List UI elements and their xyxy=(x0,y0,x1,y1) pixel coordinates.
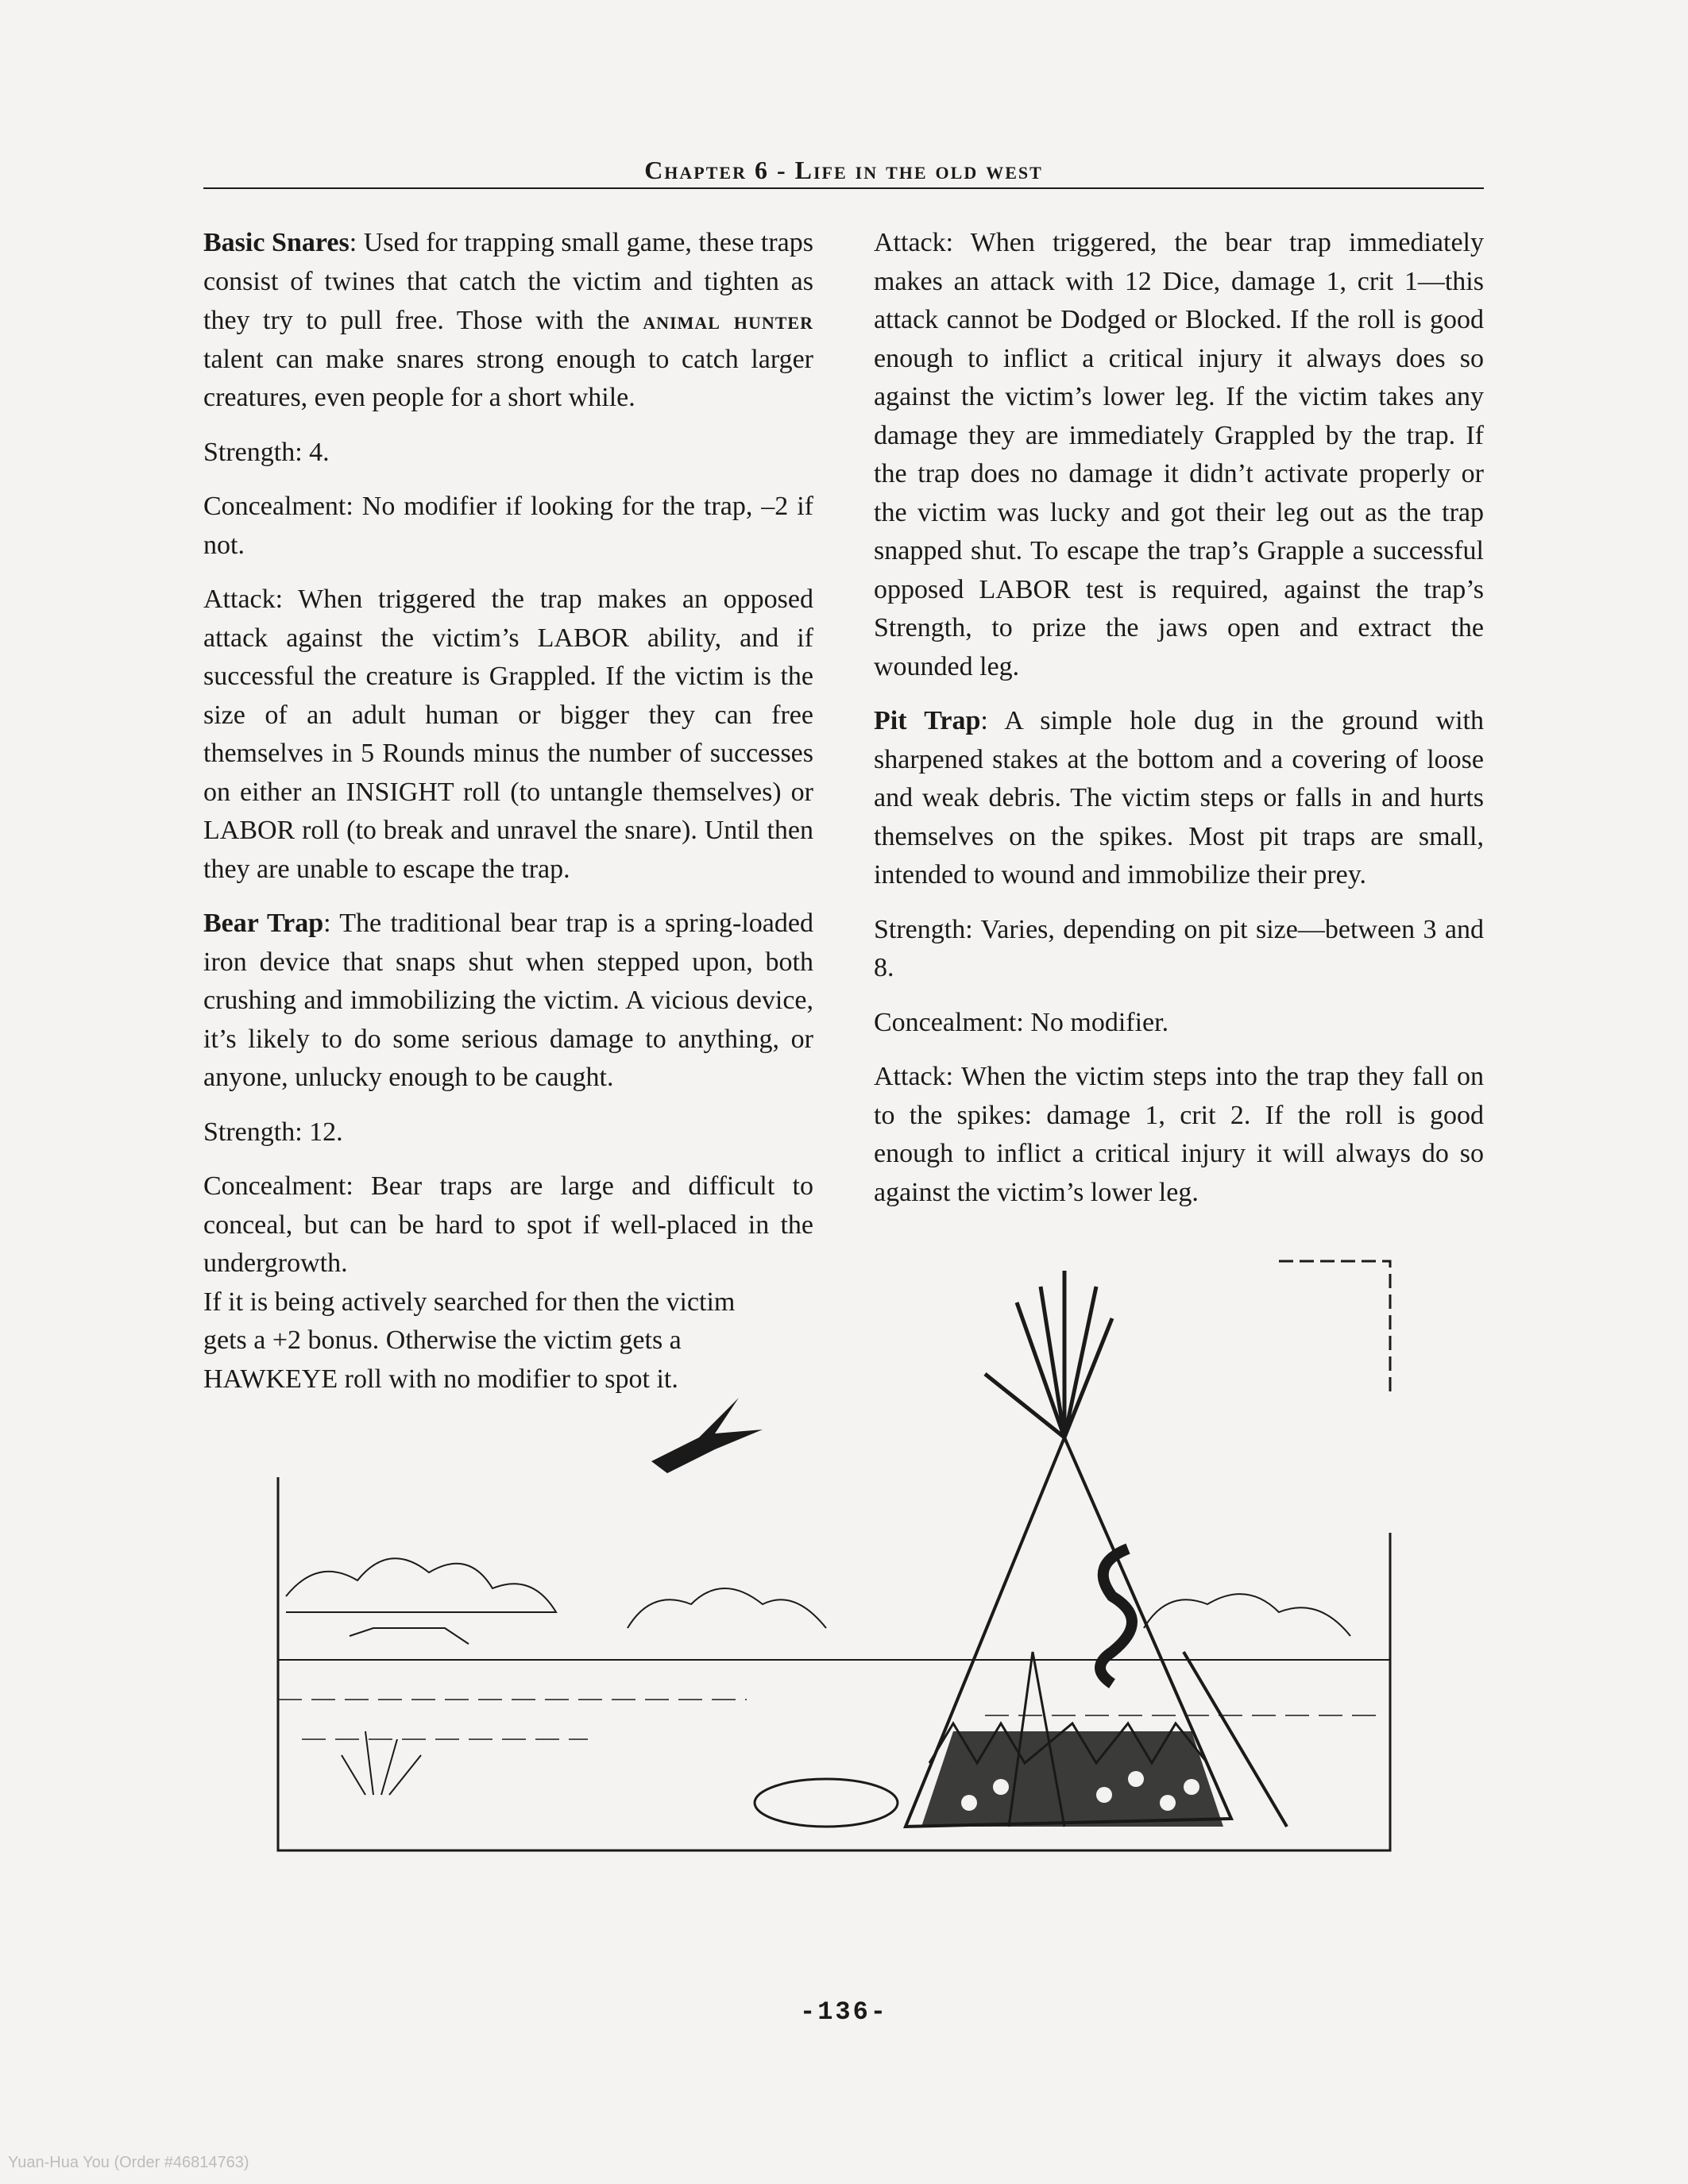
serpent-motif xyxy=(1100,1549,1132,1684)
pit-trap-title: Pit Trap xyxy=(874,706,981,735)
left-column xyxy=(203,224,813,1414)
pit-strength: Strength: Varies, depending on pit size—between 3 and 8. xyxy=(874,914,1484,982)
snares-strength: Strength: 4. xyxy=(203,437,330,467)
animal-hunter-talent: animal hunter xyxy=(643,306,813,334)
snares-attack: Attack: When triggered the trap makes an opposed attack against the victim’s LABOR ability, and if successful the creature is Grappled. If the victim is the size of an adult human or bigger they can free themselves in 5 Rounds minus the number of successes on either an INSIGHT roll (to untangle themselves) or LABOR roll (to break and unravel the snare). Until then they are unable to escape the trap. xyxy=(203,585,813,884)
bear-trap-paragraph xyxy=(203,905,813,1098)
pit-trap-paragraph xyxy=(874,702,1484,895)
bear-concealment-continued: If it is being actively searched for then the victim gets a +2 bonus. Otherwise the victim gets a HAWKEYE roll with no modifier to spot it. xyxy=(203,1287,736,1394)
basic-snares-text-1: : Used for trapping small game, these traps consist of twines that catch the victim and tighten as they try to pull free. Those with the xyxy=(203,228,813,335)
right-column xyxy=(874,224,1484,1228)
basic-snares-text-2: talent can make snares strong enough to catch larger creatures, even people for a short while. xyxy=(203,344,813,412)
bear-concealment-text-a: Concealment: Bear traps are large and difficult to conceal, but can be hard to spot if well-placed in the undergrowth. xyxy=(203,1171,813,1278)
chapter-header: Chapter 6 - Life in the old west xyxy=(644,156,1043,184)
tipi-poles xyxy=(985,1271,1112,1437)
cloud xyxy=(286,1558,556,1612)
basic-snares-paragraph xyxy=(203,224,813,418)
pit-attack: Attack: When the victim steps into the trap they fall on to the spikes: damage 1, crit 2. If the roll is good enough to inflict a critical injury it will always do so against the victim’s lower leg. xyxy=(874,1062,1484,1207)
pit-concealment: Concealment: No modifier. xyxy=(874,1007,1169,1037)
cloud xyxy=(628,1588,826,1628)
bear-strength: Strength: 12. xyxy=(203,1117,343,1147)
order-watermark: Yuan-Hua You (Order #46814763) xyxy=(8,2154,249,2171)
header-rule xyxy=(203,187,1484,189)
tipi-illustration xyxy=(270,1255,1414,1906)
bear-trap-text: : The traditional bear trap is a spring-loaded iron device that snaps shut when stepped upon, both crushing and immobilizing the victim. A vicious device, it’s likely to do some serious damage to anything, or anyone, unlucky enough to be caught. xyxy=(203,909,813,1092)
page-number: -136- xyxy=(799,1997,888,2027)
pit-trap-text: : A simple hole dug in the ground with sharpened stakes at the bottom and a covering of loose and weak debris. The victim steps or falls in and hurts themselves on the spikes. Most pit traps are small, intended to wound and immobilize their prey. xyxy=(874,706,1485,889)
illustration-frame xyxy=(278,1477,1390,1850)
basic-snares-title: Basic Snares xyxy=(203,228,350,257)
grass-tuft xyxy=(342,1731,421,1795)
illustration-frame-top xyxy=(1279,1261,1390,1398)
cloud xyxy=(1144,1594,1350,1636)
snares-concealment: Concealment: No modifier if looking for the trap, –2 if not. xyxy=(203,492,813,560)
bear-attack: Attack: When triggered, the bear trap immediately makes an attack with 12 Dice, damage 1, crit 1—this attack cannot be Dodged or Blocked. If the roll is good enough to inflict a critical injury it always does so against the victim’s lower leg. If the victim takes any damage they are immediately Grappled by the trap. If the trap does no damage it didn’t activate properly or the victim was lucky and got their leg out as the trap snapped shut. To escape the trap’s Grapple a successful opposed LABOR test is required, against the trap’s Strength, to prize the jaws open and extract the wounded leg. xyxy=(874,228,1484,681)
bedroll xyxy=(755,1779,898,1827)
bear-trap-title: Bear Trap xyxy=(203,909,324,938)
eagle xyxy=(651,1398,763,1473)
